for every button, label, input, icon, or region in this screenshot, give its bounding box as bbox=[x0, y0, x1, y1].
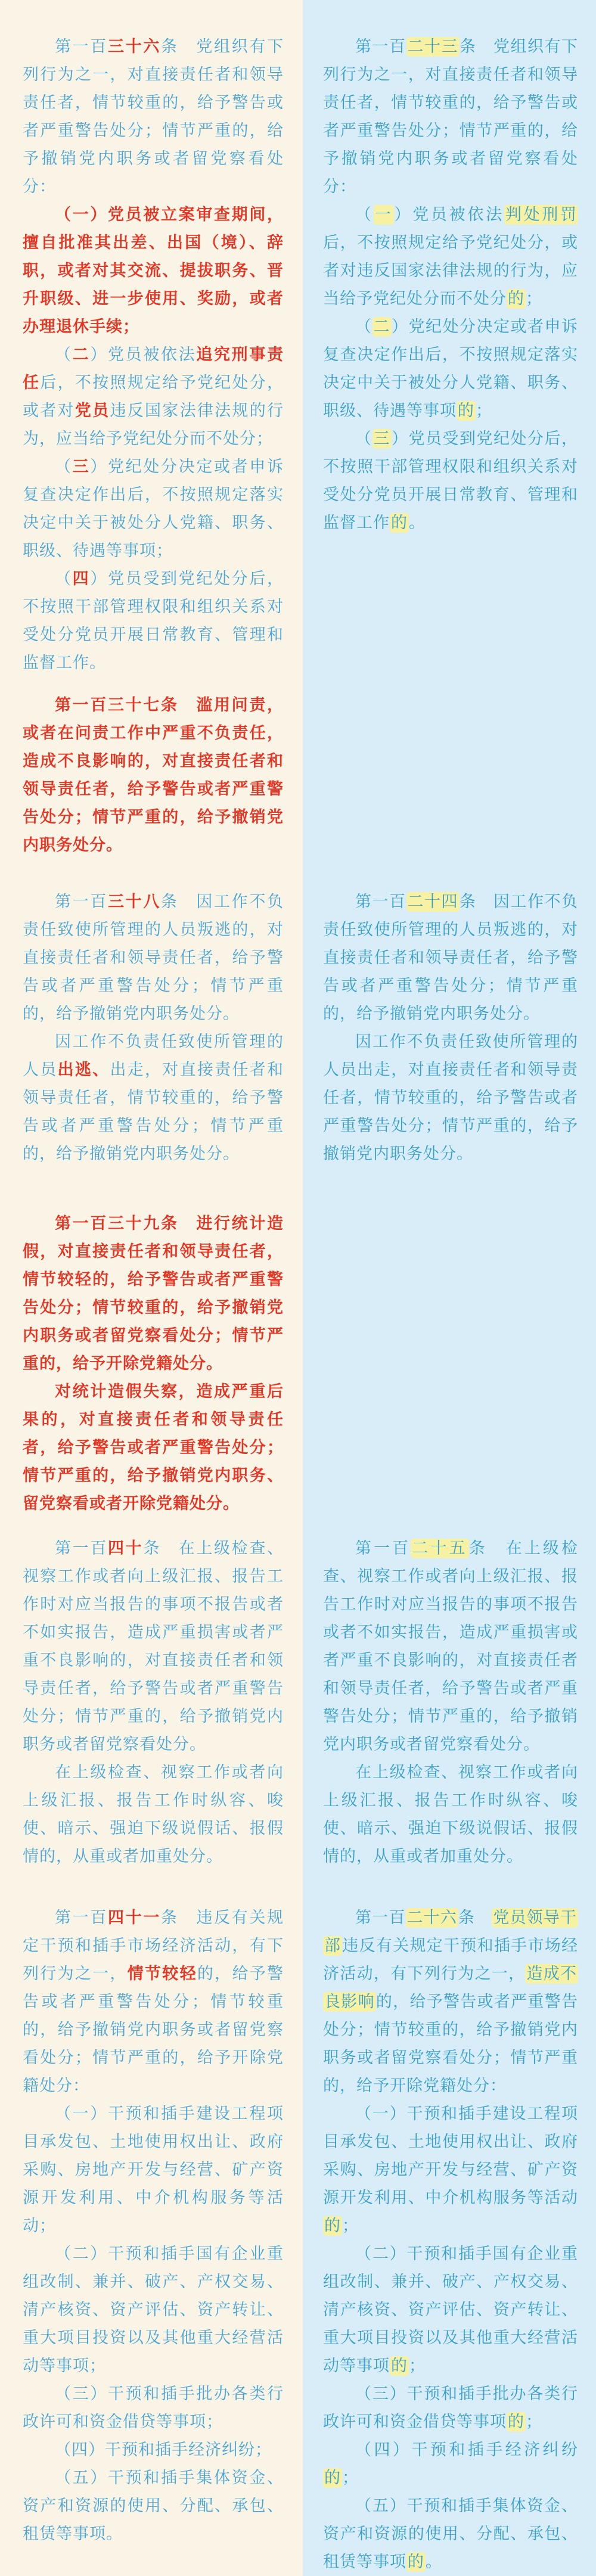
paragraph bbox=[23, 2464, 284, 2548]
paragraph bbox=[23, 1534, 284, 1758]
article-123-old bbox=[323, 33, 578, 537]
article-126-old bbox=[323, 1904, 578, 2576]
highlighted-text-run: 二十四 bbox=[407, 893, 458, 911]
paragraph bbox=[23, 1378, 284, 1518]
revised-text-run: 党员 bbox=[74, 402, 110, 420]
text-run: 后，不按照规定给予党纪处分，或者对 bbox=[23, 374, 284, 420]
revised-text-run: 三 bbox=[72, 458, 91, 476]
paragraph bbox=[23, 691, 284, 859]
highlighted-text-run: 判处刑罚 bbox=[505, 206, 578, 224]
article-139-new bbox=[23, 1210, 284, 1518]
text-run: （三）干预和插手批办各类行政许可和资金借贷等事项 bbox=[323, 2385, 578, 2431]
text-run: 条 因工作不负责任致使所管理的人员叛逃的，对直接责任者和领导责任者，给予警告或者严重警告处分；情节严重的，给予撤销党内职务处分。 bbox=[23, 893, 284, 1023]
highlighted-text-run: 的 bbox=[391, 2357, 408, 2375]
paragraph bbox=[23, 341, 284, 453]
paragraph bbox=[23, 2240, 284, 2380]
text-run: 条 在上级检查、视察工作或者向上级汇报、报告工作时对应当报告的事项不报告或者不如实报告，造成严重损害或者严重不良影响的，对直接责任者和领导责任者，给予警告或者严重警告处分；情节严重的，给予撤销党内职务或者留党察看处分。 bbox=[23, 1539, 284, 1754]
text-run: ； bbox=[526, 2413, 542, 2431]
paragraph bbox=[23, 33, 284, 201]
text-run: 因工作不负责任致使所管理的人员出走，对直接责任者和领导责任者，情节较重的，给予警告或者严重警告处分；情节严重的，给予撤销党内职务处分。 bbox=[323, 1033, 578, 1163]
text-run: 条 bbox=[458, 1909, 492, 1927]
highlighted-text-run: 造成不良影响 bbox=[324, 1965, 578, 2011]
text-run: ）党纪处分决定或者申诉复查决定作出后，不按照规定落实决定中关于被处分人党籍、职务、职级、待遇等事项； bbox=[23, 458, 284, 560]
text-run: 第一百 bbox=[55, 1539, 108, 1558]
left-column-cell bbox=[0, 1534, 303, 1870]
highlighted-text-run: 的 bbox=[458, 402, 474, 420]
text-run: ）党员被依法 bbox=[394, 206, 504, 224]
text-run: 。 bbox=[409, 514, 426, 532]
text-run: 违反国家法律法规的行为，应当给予党纪处分而不处分； bbox=[23, 402, 284, 448]
revised-text-run: 四十一 bbox=[108, 1909, 161, 1927]
text-run: 第一百 bbox=[55, 893, 108, 911]
text-run: ； bbox=[342, 2469, 359, 2487]
text-run: 第一百 bbox=[55, 38, 108, 56]
paragraph bbox=[23, 888, 284, 1028]
comparison-row-article-138-vs-124 bbox=[0, 888, 596, 1210]
revised-text-run: 三十六 bbox=[108, 38, 161, 56]
text-run: 在上级检查、视察工作或者向上级汇报、报告工作时纵容、唆使、暗示、强迫下级说假话、报假情的，从重或者加重处分。 bbox=[323, 1763, 578, 1866]
highlighted-text-run: 党员领导干部 bbox=[324, 1909, 578, 1955]
paragraph bbox=[323, 1904, 578, 2100]
text-run: 条 党组织有下列行为之一，对直接责任者和领导责任者，情节较重的，给予警告或者严重警告处分；情节严重的，给予撤销党内职务或者留党察看处分： bbox=[23, 38, 284, 196]
text-run: （四）干预和插手经济纠纷； bbox=[55, 2441, 272, 2459]
text-run: 。 bbox=[426, 2553, 442, 2571]
paragraph bbox=[23, 2380, 284, 2436]
article-125-old bbox=[323, 1534, 578, 1870]
article-141-new bbox=[23, 1904, 284, 2548]
article-140-new bbox=[23, 1534, 284, 1870]
paragraph bbox=[323, 1028, 578, 1168]
revised-text-run: 情节较轻 bbox=[127, 1965, 197, 1983]
right-column-cell bbox=[303, 1534, 596, 1870]
text-run: （一）干预和插手建设工程项目承发包、土地使用权出让、政府采购、房地产开发与经营、矿产资源开发利用、中介机构服务等活动 bbox=[323, 2105, 578, 2207]
paragraph bbox=[23, 201, 284, 341]
highlighted-text-run: 的 bbox=[408, 2553, 424, 2571]
text-run: （四）干预和插手经济纠纷 bbox=[355, 2441, 578, 2459]
right-column-cell bbox=[303, 1904, 596, 2576]
text-run: （ bbox=[355, 318, 372, 336]
text-run: （一）干预和插手建设工程项目承发包、土地使用权出让、政府采购、房地产开发与经营、矿产资源开发利用、中介机构服务等活动； bbox=[23, 2105, 284, 2235]
article-136-new bbox=[23, 33, 284, 677]
text-run: ）党员受到党纪处分后，不按照干部管理权限和组织关系对受处分党员开展日常教育、管理和监督工作 bbox=[323, 430, 578, 532]
highlighted-text-run: 的 bbox=[391, 514, 408, 532]
paragraph bbox=[323, 2492, 578, 2576]
paragraph bbox=[23, 1904, 284, 2100]
left-column-cell bbox=[0, 33, 303, 677]
left-column-cell bbox=[0, 1904, 303, 2548]
text-run: 条 因工作不负责任致使所管理的人员叛逃的，对直接责任者和领导责任者，给予警告或者严重警告处分；情节严重的，给予撤销党内职务处分。 bbox=[323, 893, 578, 1023]
paragraph bbox=[323, 2380, 578, 2436]
left-column-cell bbox=[0, 1210, 303, 1518]
paragraph bbox=[23, 565, 284, 677]
text-run: 因工作不负责任致使所管理的人员 bbox=[23, 1033, 284, 1079]
text-run: 在上级检查、视察工作或者向上级汇报、报告工作时纵容、唆使、暗示、强迫下级说假话、报假情的，从重或者加重处分。 bbox=[23, 1763, 284, 1866]
highlighted-text-run: 二十三 bbox=[407, 38, 458, 56]
paragraph bbox=[323, 1534, 578, 1758]
revised-text-run: （一）党员被立案审查期间，擅自批准其出差、出国（境）、辞职，或者对其交流、提拔职务、晋升职级、进一步使用、奖励，或者办理退休手续； bbox=[23, 206, 284, 336]
revised-text-run: 出逃、 bbox=[57, 1061, 110, 1079]
text-run: 第一百 bbox=[355, 1539, 411, 1558]
text-run: 后，不按照规定给予党纪处分，或者对违反国家法律法规的行为，应当给予党纪处分而不处分 bbox=[323, 234, 578, 308]
paragraph bbox=[323, 2436, 578, 2492]
text-run: 第一百 bbox=[355, 893, 406, 911]
revised-text-run: 第一百三十九条 进行统计造假，对直接责任者和领导责任者，情节较轻的，给予警告或者严重警告处分；情节较重的，给予撤销党内职务或者留党察看处分；情节严重的，给予开除党籍处分。 bbox=[23, 1214, 284, 1373]
text-run: 第一百 bbox=[355, 38, 406, 56]
text-run: 第一百 bbox=[355, 1909, 406, 1927]
right-column-cell bbox=[303, 888, 596, 1168]
comparison-row-article-140-vs-125 bbox=[0, 1534, 596, 1904]
paragraph bbox=[323, 2100, 578, 2240]
paragraph bbox=[323, 425, 578, 537]
text-run: 的，给予警告或者严重警告处分；情节较重的，给予撤销党内职务或者留党察看处分；情节严重的，给予开除党籍处分： bbox=[23, 1965, 284, 2095]
revised-text-run: 追究刑事责任 bbox=[23, 346, 284, 392]
highlighted-text-run: 一 bbox=[374, 206, 393, 224]
text-run: （ bbox=[55, 458, 73, 476]
paragraph bbox=[23, 1210, 284, 1378]
paragraph bbox=[23, 2436, 284, 2464]
left-column-cell bbox=[0, 888, 303, 1168]
text-run: （二）干预和插手国有企业重组改制、兼并、破产、产权交易、清产核资、资产评估、资产转让、重大项目投资以及其他重大经营活动等事项； bbox=[23, 2245, 284, 2375]
paragraph bbox=[23, 453, 284, 565]
revised-text-run: 二 bbox=[72, 346, 91, 364]
paragraph bbox=[23, 2100, 284, 2240]
text-run: （三）干预和插手批办各类行政许可和资金借贷等事项； bbox=[23, 2385, 284, 2431]
paragraph bbox=[323, 313, 578, 425]
article-124-old bbox=[323, 888, 578, 1168]
revised-text-run: 对统计造假失察，造成严重后果的，对直接责任者和领导责任者，给予警告或者严重警告处分；情节严重的，给予撤销党内职务、留党察看或者开除党籍处分。 bbox=[23, 1382, 284, 1513]
text-run: 出走，对直接责任者和领导责任者，情节较重的，给予警告或者严重警告处分；情节严重的，给予撤销党内职务处分。 bbox=[23, 1061, 284, 1163]
highlighted-text-run: 二十五 bbox=[412, 1539, 468, 1558]
right-column-cell bbox=[303, 33, 596, 537]
paragraph bbox=[23, 1758, 284, 1870]
paragraph bbox=[323, 2240, 578, 2380]
highlighted-text-run: 二十六 bbox=[406, 1909, 457, 1927]
text-run: （五）干预和插手集体资金、资产和资源的使用、分配、承包、租赁等事项 bbox=[323, 2497, 578, 2571]
article-138-new bbox=[23, 888, 284, 1168]
text-run: （二）干预和插手国有企业重组改制、兼并、破产、产权交易、清产核资、资产评估、资产转让、重大项目投资以及其他重大经营活动等事项 bbox=[323, 2245, 578, 2375]
text-run: ； bbox=[526, 290, 542, 308]
highlighted-text-run: 的 bbox=[324, 2217, 341, 2235]
text-run: ）党员被依法 bbox=[90, 346, 197, 364]
text-run: 条 违反有关规定干预和插手市场经济活动，有下列行为之一， bbox=[23, 1909, 284, 1983]
comparison-row-article-139-vs-blank bbox=[0, 1210, 596, 1534]
highlighted-text-run: 的 bbox=[508, 2413, 524, 2431]
revised-text-run: 第一百三十七条 滥用问责，或者在问责工作中严重不负责任，造成不良影响的，对直接责任者和领导责任者，给予警告或者严重警告处分；情节严重的，给予撤销党内职务处分。 bbox=[23, 696, 284, 854]
text-run: 条 党组织有下列行为之一，对直接责任者和领导责任者，情节较重的，给予警告或者严重警告处分；情节严重的，给予撤销党内职务或者留党察看处分： bbox=[323, 38, 578, 196]
text-run: 的，给予警告或者严重警告处分；情节较重的，给予撤销党内职务或者留党察看处分；情节严重的，给予开除党籍处分： bbox=[323, 1993, 579, 2095]
text-run: 违反有关规定干预和插手市场经济活动，有下列行为之一， bbox=[323, 1937, 579, 1983]
text-run: ； bbox=[476, 402, 492, 420]
paragraph bbox=[23, 1028, 284, 1168]
text-run: （五）干预和插手集体资金、资产和资源的使用、分配、承包、租赁等事项。 bbox=[23, 2469, 284, 2543]
text-run: ）党纪处分决定或者申诉复查决定作出后，不按照规定落实决定中关于被处分人党籍、职务、职级、待遇等事项 bbox=[323, 318, 578, 420]
comparison-row-article-141-vs-126 bbox=[0, 1904, 596, 2576]
paragraph bbox=[323, 1758, 578, 1870]
text-run: 条 在上级检查、视察工作或者向上级汇报、报告工作时对应当报告的事项不报告或者不如实报告，造成严重损害或者严重不良影响的，对直接责任者和领导责任者，给予警告或者严重警告处分；情节严重的，给予撤销党内职务或者留党察看处分。 bbox=[323, 1539, 579, 1754]
text-run: （ bbox=[355, 430, 372, 448]
highlighted-text-run: 的 bbox=[508, 290, 524, 308]
revised-text-run: 三十八 bbox=[108, 893, 161, 911]
paragraph bbox=[323, 888, 578, 1028]
left-column-cell bbox=[0, 691, 303, 859]
comparison-row-article-136-vs-123 bbox=[0, 33, 596, 691]
text-run: ； bbox=[409, 2357, 426, 2375]
revised-text-run: 四十 bbox=[108, 1539, 144, 1558]
paragraph bbox=[323, 33, 578, 201]
paragraph bbox=[323, 201, 578, 313]
highlighted-text-run: 的 bbox=[324, 2469, 341, 2487]
article-137-new bbox=[23, 691, 284, 859]
highlighted-text-run: 二 bbox=[373, 318, 390, 336]
comparison-row-article-137-vs-blank bbox=[0, 691, 596, 888]
text-run: （ bbox=[55, 570, 73, 588]
text-run: 第一百 bbox=[55, 1909, 108, 1927]
text-run: ； bbox=[342, 2217, 359, 2235]
revised-text-run: 四 bbox=[72, 570, 91, 588]
text-run: ）党员受到党纪处分后，不按照干部管理权限和组织关系对受处分党员开展日常教育、管理和监督工作。 bbox=[23, 570, 284, 672]
highlighted-text-run: 三 bbox=[373, 430, 390, 448]
text-run: （ bbox=[355, 206, 374, 224]
text-run: （ bbox=[55, 346, 73, 364]
